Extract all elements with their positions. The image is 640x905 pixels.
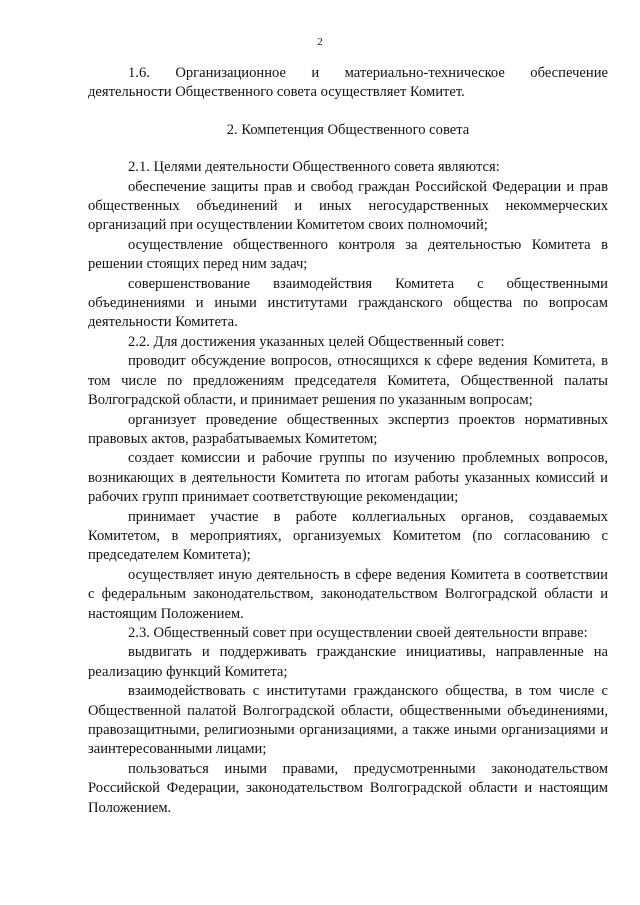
paragraph-2-1: 2.1. Целями деятельности Общественного совета являются: xyxy=(128,159,500,176)
goal-item: обеспечение защиты прав и свобод граждан Российской Федерации и прав общественных объединений и иных негосударственных некоммерческих организаций при осуществлении Комитетом своих полномочий; xyxy=(88,178,608,234)
action-item: принимает участие в работе коллегиальных органов, создаваемых Комитетом, в мероприятиях, организуемых Комитетом (по согласованию с председателем Комитета); xyxy=(88,508,608,564)
goal-item: совершенствование взаимодействия Комитета с общественными объединениями и иными институтами гражданского общества по вопросам деятельности Комитета. xyxy=(88,275,608,331)
paragraph-2-3: 2.3. Общественный совет при осуществлении своей деятельности вправе: xyxy=(128,624,588,641)
action-item: создает комиссии и рабочие группы по изучению проблемных вопросов, возникающих в деятельности Комитета по итогам работы указанных комиссий и рабочих групп принимает соответствующие рекомендации; xyxy=(88,450,608,506)
paragraph-2-2: 2.2. Для достижения указанных целей Общественный совет: xyxy=(128,333,505,350)
paragraph-1-6: 1.6. Организационное и материально-техническое обеспечение деятельности Общественного совета осуществляет Комитет. xyxy=(88,65,608,101)
document-body xyxy=(88,64,608,818)
page-number: 2 xyxy=(317,36,323,48)
action-item: проводит обсуждение вопросов, относящихся к сфере ведения Комитета, в том числе по предложениям председателя Комитета, Общественной палаты Волгоградской области, и принимает решения по указанным вопросам; xyxy=(88,353,608,409)
action-item: организует проведение общественных экспертиз проектов нормативных правовых актов, разрабатываемых Комитетом; xyxy=(88,411,608,447)
goal-item: осуществление общественного контроля за деятельностью Комитета в решении стоящих перед ним задач; xyxy=(88,236,608,273)
right-item: выдвигать и поддерживать гражданские инициативы, направленные на реализацию функций Комитета; xyxy=(88,644,608,680)
right-item: пользоваться иными правами, предусмотренными законодательством Российской Федерации, законодательством Волгоградской области и настоящим Положением. xyxy=(88,760,608,816)
right-item: взаимодействовать с институтами гражданского общества, в том числе с Общественной палатой Волгоградской области, общественными объединениями, правозащитными, религиозными организациями, а также иными организациями и заинтересованными лицами; xyxy=(88,683,608,758)
action-item: осуществляет иную деятельность в сфере ведения Комитета в соответствии с федеральным законодательством, законодательством Волгоградской области и настоящим Положением. xyxy=(88,566,608,622)
section-heading-2: 2. Компетенция Общественного совета xyxy=(226,121,470,138)
